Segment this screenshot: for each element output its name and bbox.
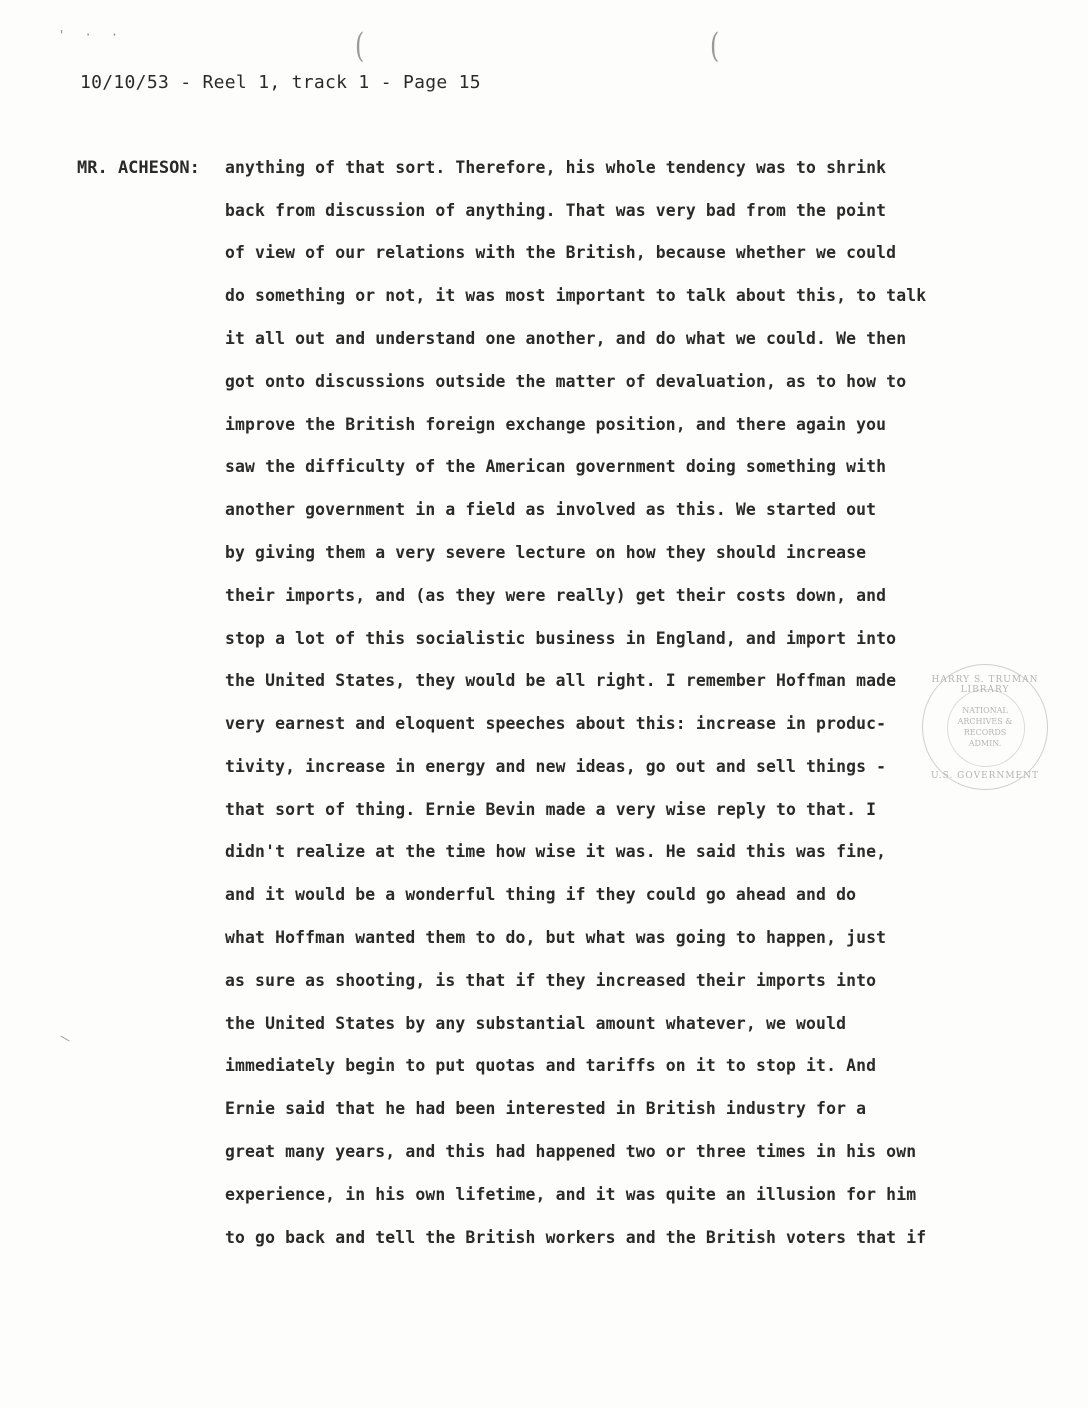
stamp-center-line: ARCHIVES & [957,717,1013,726]
stamp-bottom-text: U.S. GOVERNMENT [931,771,1039,781]
speaker-label: MR. ACHESON: [77,158,200,178]
transcript-line: saw the difficulty of the American government doing something with [225,457,887,476]
transcript-line: of view of our relations with the British, because whether we could [225,243,897,262]
transcript-line: anything of that sort. Therefore, his whole tendency was to shrink [225,158,887,177]
transcript-line: what Hoffman wanted them to do, but what was going to happen, just [225,928,887,947]
stamp-center-text [923,705,1047,749]
scan-specks: ' · · [58,28,125,42]
transcript-line: and it would be a wonderful thing if they could go ahead and do [225,885,857,904]
scan-mark-left: ( [354,26,365,66]
transcript-line: it all out and understand one another, and do what we could. We then [225,329,907,348]
page-header: 10/10/53 - Reel 1, track 1 - Page 15 [80,72,481,93]
scan-mark-right: ( [709,26,720,66]
transcript-line: improve the British foreign exchange position, and there again you [225,415,887,434]
stamp-top-text: HARRY S. TRUMAN LIBRARY [931,675,1039,695]
transcript-line: didn't realize at the time how wise it was. He said this was fine, [225,842,887,861]
stamp-center-line: NATIONAL [962,706,1008,715]
library-stamp [922,664,1048,790]
transcript-line: that sort of thing. Ernie Bevin made a very wise reply to that. I [225,800,877,819]
transcript-line: stop a lot of this socialistic business in England, and import into [225,629,897,648]
transcript-line: back from discussion of anything. That was very bad from the point [225,201,887,220]
transcript-line: tivity, increase in energy and new ideas, go out and sell things - [225,757,887,776]
transcript-line: to go back and tell the British workers and the British voters that if [225,1228,927,1247]
transcript-line: do something or not, it was most important to talk about this, to talk [225,286,927,305]
transcript-line: Ernie said that he had been interested in British industry for a [225,1099,867,1118]
stamp-center-line: RECORDS [963,728,1007,737]
transcript-line: as sure as shooting, is that if they increased their imports into [225,971,877,990]
stamp-center-line: ADMIN. [968,739,1002,748]
transcript-line: got onto discussions outside the matter of devaluation, as to how to [225,372,907,391]
scan-mark-tick [60,1036,69,1042]
transcript-line: another government in a field as involved as this. We started out [225,500,877,519]
transcript-line: the United States, they would be all right. I remember Hoffman made [225,671,897,690]
transcript-line: very earnest and eloquent speeches about this: increase in produc- [225,714,887,733]
transcript-line: their imports, and (as they were really) get their costs down, and [225,586,887,605]
transcript-line: great many years, and this had happened two or three times in his own [225,1142,917,1161]
transcript-line: the United States by any substantial amount whatever, we would [225,1014,847,1033]
transcript-line: experience, in his own lifetime, and it was quite an illusion for him [225,1185,917,1204]
transcript-line: immediately begin to put quotas and tariffs on it to stop it. And [225,1056,877,1075]
transcript-line: by giving them a very severe lecture on how they should increase [225,543,867,562]
